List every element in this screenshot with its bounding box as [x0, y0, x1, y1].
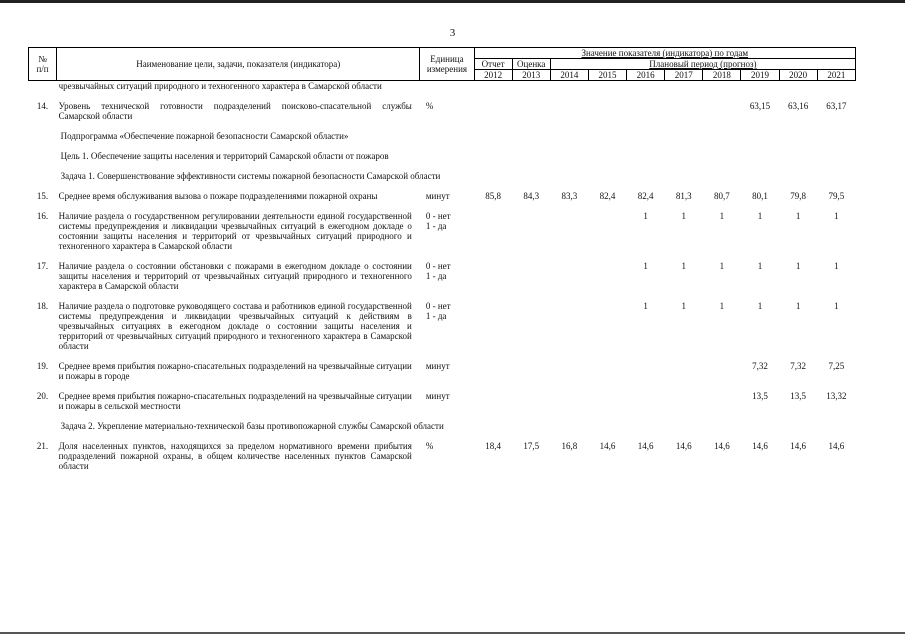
indicator-value — [550, 211, 588, 251]
indicator-value: 79,8 — [790, 191, 806, 201]
indicator-value: 85,8 — [485, 191, 501, 201]
indicator-value — [512, 211, 550, 251]
indicator-value: 14,6 — [752, 441, 768, 451]
indicator-value: 14,6 — [675, 441, 692, 451]
indicator-value: 18,4 — [485, 441, 501, 451]
indicator-value — [627, 101, 665, 121]
indicator-value: 1 — [834, 261, 839, 271]
indicator-value: 16,8 — [561, 441, 578, 451]
indicator-name: Среднее время обслуживания вызова о пожаре подразделениями пожарной охраны — [58, 191, 378, 201]
indicator-value — [474, 361, 512, 381]
header-num: № п/п — [29, 48, 57, 81]
indicator-value: 83,3 — [561, 191, 578, 201]
section-heading-row — [29, 131, 856, 141]
indicator-value: 1 — [681, 211, 686, 221]
indicator-value — [588, 391, 626, 411]
indicator-value — [512, 361, 550, 381]
header-estimate: Оценка — [512, 59, 550, 70]
header-year: 2018 — [703, 70, 741, 81]
indicator-value: 1 — [719, 301, 725, 311]
header-year: 2016 — [627, 70, 665, 81]
section-heading: Задача 1. Совершенствование эффективности системы пожарной безопасности Самарской области — [60, 171, 441, 181]
indicator-value: 14,6 — [828, 441, 845, 451]
table-row — [29, 391, 856, 411]
indicator-value: 7,32 — [752, 361, 768, 371]
top-border-rule — [0, 0, 905, 3]
indicator-value: 1 — [795, 211, 801, 221]
indicator-value — [665, 391, 703, 411]
section-heading: Цель 1. Обеспечение защиты населения и территорий Самарской области от пожаров — [60, 151, 389, 161]
indicator-unit: % — [425, 441, 434, 451]
indicator-value: 13,5 — [790, 391, 806, 401]
indicator-value: 63,17 — [826, 101, 847, 111]
indicator-name: Уровень технической готовности подразделений поисково-спасательной службы Самарской области — [58, 101, 412, 121]
table-row-continuation — [29, 81, 856, 92]
page-number: 3 — [449, 27, 456, 39]
indicator-number: 19. — [36, 361, 49, 371]
header-unit: Единица измерения — [420, 48, 474, 81]
row-spacer — [29, 161, 856, 171]
indicator-value — [665, 101, 703, 121]
row-spacer — [29, 251, 856, 261]
indicator-value — [703, 391, 741, 411]
section-heading: Подпрограмма «Обеспечение пожарной безопасности Самарской области» — [60, 131, 349, 141]
table-row — [29, 101, 856, 121]
indicator-value — [550, 101, 588, 121]
indicator-name: Наличие раздела о состоянии обстановки с пожарами в ежегодном докладе о состоянии защиты населения и территорий от чрезвычайных ситуаций природного и техногенного характера в Самарской области — [58, 261, 412, 291]
indicator-value: 14,6 — [790, 441, 806, 451]
indicator-value — [627, 361, 665, 381]
header-year: 2012 — [474, 70, 512, 81]
indicator-value: 79,5 — [828, 191, 845, 201]
indicator-value: 1 — [757, 301, 763, 311]
row-spacer — [29, 121, 856, 131]
indicator-value: 1 — [795, 301, 801, 311]
indicator-value: 1 — [643, 211, 648, 221]
indicator-name: чрезвычайных ситуаций природного и техногенного характера в Самарской области — [58, 81, 382, 91]
section-heading-row — [29, 171, 856, 181]
indicator-value: 14,6 — [713, 441, 730, 451]
indicator-value — [474, 301, 512, 351]
header-year: 2014 — [550, 70, 588, 81]
indicator-value — [627, 391, 665, 411]
indicator-value — [550, 261, 588, 291]
indicator-value: 13,32 — [826, 391, 847, 401]
table-row — [29, 261, 856, 291]
indicator-number: 17. — [36, 261, 49, 271]
indicator-value: 1 — [643, 301, 648, 311]
indicator-value — [474, 211, 512, 251]
indicator-value: 81,3 — [675, 191, 692, 201]
table-row — [29, 211, 856, 251]
indicator-value: 14,6 — [599, 441, 616, 451]
bottom-border-rule — [0, 632, 905, 642]
indicator-value: 7,32 — [790, 361, 806, 371]
header-year: 2015 — [588, 70, 626, 81]
header-plan-group: Плановый период (прогноз) — [550, 59, 855, 70]
indicator-value: 63,16 — [787, 101, 809, 111]
indicator-value — [512, 301, 550, 351]
indicator-value: 14,6 — [637, 441, 654, 451]
indicator-value: 1 — [834, 211, 839, 221]
table-body — [29, 81, 856, 472]
indicator-value: 1 — [643, 261, 648, 271]
indicator-unit: минут — [425, 191, 450, 201]
indicator-value: 1 — [795, 261, 801, 271]
header-year: 2017 — [665, 70, 703, 81]
indicator-unit: 0 - нет 1 - да — [425, 261, 451, 281]
row-spacer — [29, 201, 856, 211]
indicator-value — [588, 261, 626, 291]
indicator-value: 1 — [719, 211, 725, 221]
section-heading-row — [29, 151, 856, 161]
indicator-name: Среднее время прибытия пожарно-спасательных подразделений на чрезвычайные ситуации и пожары в сельской местности — [58, 391, 412, 411]
header-year: 2021 — [817, 70, 855, 81]
row-spacer — [29, 181, 856, 191]
row-spacer — [29, 141, 856, 151]
table-row — [29, 441, 856, 471]
indicator-value: 17,5 — [523, 441, 540, 451]
indicator-value — [474, 261, 512, 291]
indicator-value: 80,1 — [752, 191, 768, 201]
indicator-number: 14. — [36, 101, 49, 111]
indicator-name: Среднее время прибытия пожарно-спасательных подразделений на чрезвычайные ситуации и пожары в городе — [58, 361, 412, 381]
indicator-value — [665, 361, 703, 381]
indicator-value — [703, 361, 741, 381]
indicator-value — [550, 361, 588, 381]
row-spacer — [29, 381, 856, 391]
indicator-number: 15. — [36, 191, 49, 201]
table-row — [29, 191, 856, 201]
indicator-value: 82,4 — [637, 191, 654, 201]
indicator-unit: 0 - нет 1 - да — [425, 301, 451, 321]
indicator-name: Наличие раздела о подготовке руководящего состава и работников единой государственной системы предупреждения и ликвидации чрезвычайных ситуаций к действиям в чрезвычайных ситуациях в ежегодном докладе о состоянии защиты населения и территорий от чрезвычайных ситуаций природного и техногенного характера в Самарской области — [58, 301, 412, 351]
indicator-value — [703, 101, 741, 121]
header-year: 2019 — [741, 70, 779, 81]
indicator-unit: минут — [425, 361, 450, 371]
indicator-number: 16. — [36, 211, 49, 221]
indicator-value: 1 — [834, 301, 839, 311]
indicator-value: 1 — [681, 261, 686, 271]
indicator-value — [588, 101, 626, 121]
section-heading: Задача 2. Укрепление материально-технической базы противопожарной службы Самарской области — [60, 421, 444, 431]
table-row — [29, 361, 856, 381]
indicator-number: 21. — [36, 441, 49, 451]
indicator-value: 7,25 — [828, 361, 845, 371]
indicator-value — [512, 391, 550, 411]
indicator-unit: 0 - нет 1 - да — [425, 211, 451, 231]
table-header — [29, 48, 856, 81]
indicator-unit: минут — [425, 391, 450, 401]
header-name: Наименование цели, задачи, показателя (индикатора) — [57, 48, 420, 81]
indicator-value: 13,5 — [752, 391, 768, 401]
indicator-value — [474, 101, 512, 121]
indicator-unit: % — [425, 101, 434, 111]
indicator-value — [550, 301, 588, 351]
indicator-value — [588, 211, 626, 251]
indicator-value — [588, 301, 626, 351]
row-spacer — [29, 351, 856, 361]
section-heading-row — [29, 421, 856, 431]
indicator-value — [588, 361, 626, 381]
header-values-group: Значение показателя (индикатора) по годам — [474, 48, 855, 59]
indicator-value — [512, 101, 550, 121]
header-year: 2013 — [512, 70, 550, 81]
indicator-value — [550, 391, 588, 411]
indicator-value: 84,3 — [523, 191, 540, 201]
indicator-value: 63,15 — [749, 101, 771, 111]
table-row — [29, 301, 856, 351]
indicator-value: 1 — [719, 261, 725, 271]
indicator-number: 20. — [36, 391, 49, 401]
header-report: Отчет — [474, 59, 512, 70]
indicator-value — [512, 261, 550, 291]
header-year: 2020 — [779, 70, 817, 81]
row-spacer — [29, 431, 856, 441]
indicator-value: 1 — [681, 301, 686, 311]
indicator-value: 1 — [757, 211, 763, 221]
row-spacer — [29, 91, 856, 101]
indicator-value — [474, 391, 512, 411]
indicator-name: Доля населенных пунктов, находящихся за пределом нормативного времени прибытия подразделений пожарной охраны, в общем количестве населенных пунктов Самарской области — [58, 441, 412, 471]
indicator-number: 18. — [36, 301, 49, 311]
indicator-value: 80,7 — [713, 191, 730, 201]
indicator-name: Наличие раздела о государственном регулировании деятельности единой государственной системы предупреждения и ликвидации чрезвычайных ситуаций в ежегодном докладе о состоянии защиты населения и территорий от чрезвычайных ситуаций природного и техногенного характера в Самарской области — [58, 211, 412, 251]
row-spacer — [29, 411, 856, 421]
indicator-value: 1 — [757, 261, 763, 271]
indicators-table — [28, 47, 856, 471]
indicator-value: 82,4 — [599, 191, 616, 201]
row-spacer — [29, 291, 856, 301]
